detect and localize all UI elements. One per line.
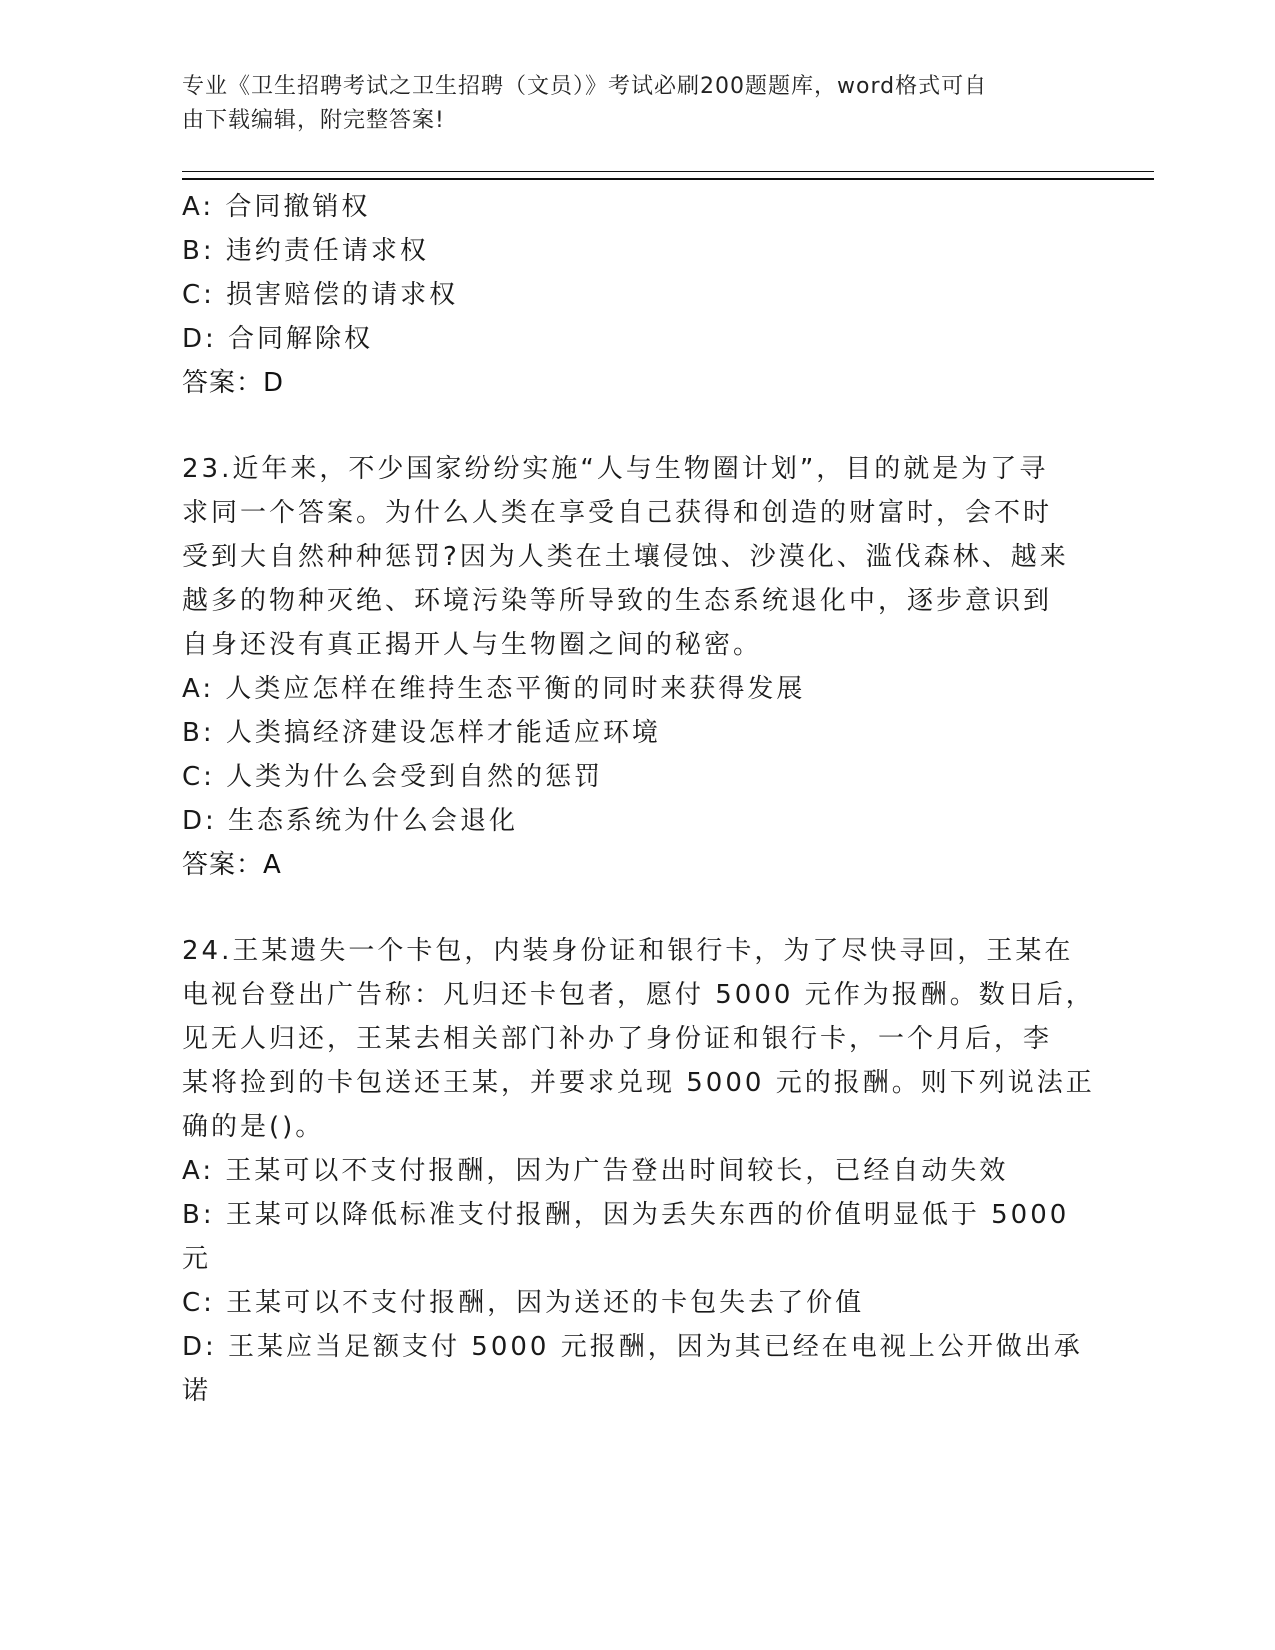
q24-option-a: A: 王某可以不支付报酬，因为广告登出时间较长，已经自动失效: [182, 1156, 1009, 1186]
header-rule-thin: [182, 171, 1154, 172]
q24-option-b-continuation: 元: [182, 1244, 212, 1274]
q23-option-a: A: 人类应怎样在维持生态平衡的同时来获得发展: [182, 674, 806, 704]
q24-option-d: D: 王某应当足额支付 5000 元报酬，因为其已经在电视上公开做出承: [182, 1332, 1083, 1362]
q24-option-d-continuation: 诺: [182, 1376, 212, 1406]
q22-option-d: D: 合同解除权: [182, 324, 374, 354]
q22-option-b: B: 违约责任请求权: [182, 236, 429, 266]
header-line-2: 由下载编辑，附完整答案!: [182, 108, 445, 133]
q24-stem-line-3: 见无人归还，王某去相关部门补办了身份证和银行卡，一个月后，李: [182, 1024, 1053, 1054]
q23-answer: 答案：A: [182, 850, 282, 880]
q23-stem-line-5: 自身还没有真正揭开人与生物圈之间的秘密。: [182, 630, 763, 660]
header-line-1: 专业《卫生招聘考试之卫生招聘（文员）》考试必刷200题题库，word格式可自: [182, 74, 988, 99]
q24-stem-line-1: 24.王某遗失一个卡包，内装身份证和银行卡，为了尽快寻回，王某在: [182, 936, 1074, 966]
q24-option-c: C: 王某可以不支付报酬，因为送还的卡包失去了价值: [182, 1288, 865, 1318]
q23-option-c: C: 人类为什么会受到自然的惩罚: [182, 762, 604, 792]
q23-option-d: D: 生态系统为什么会退化: [182, 806, 519, 836]
q23-stem-line-4: 越多的物种灭绝、环境污染等所导致的生态系统退化中，逐步意识到: [182, 586, 1053, 616]
header-rule-thick: [182, 178, 1154, 180]
q23-stem-line-2: 求同一个答案。为什么人类在享受自己获得和创造的财富时，会不时: [182, 498, 1053, 528]
q23-stem-line-3: 受到大自然种种惩罚?因为人类在土壤侵蚀、沙漠化、滥伐森林、越来: [182, 542, 1069, 572]
q24-stem-line-5: 确的是()。: [182, 1112, 325, 1142]
q24-stem-line-4: 某将捡到的卡包送还王某，并要求兑现 5000 元的报酬。则下列说法正: [182, 1068, 1095, 1098]
q24-option-b: B: 王某可以降低标准支付报酬，因为丢失东西的价值明显低于 5000: [182, 1200, 1070, 1230]
q22-option-a: A: 合同撤销权: [182, 192, 371, 222]
q22-answer: 答案：D: [182, 368, 285, 398]
q22-option-c: C: 损害赔偿的请求权: [182, 280, 459, 310]
q23-stem-line-1: 23.近年来，不少国家纷纷实施“人与生物圈计划”，目的就是为了寻: [182, 454, 1049, 484]
q23-option-b: B: 人类搞经济建设怎样才能适应环境: [182, 718, 661, 748]
page-header: [182, 70, 1042, 138]
q24-stem-line-2: 电视台登出广告称：凡归还卡包者，愿付 5000 元作为报酬。数日后，: [182, 980, 1095, 1010]
